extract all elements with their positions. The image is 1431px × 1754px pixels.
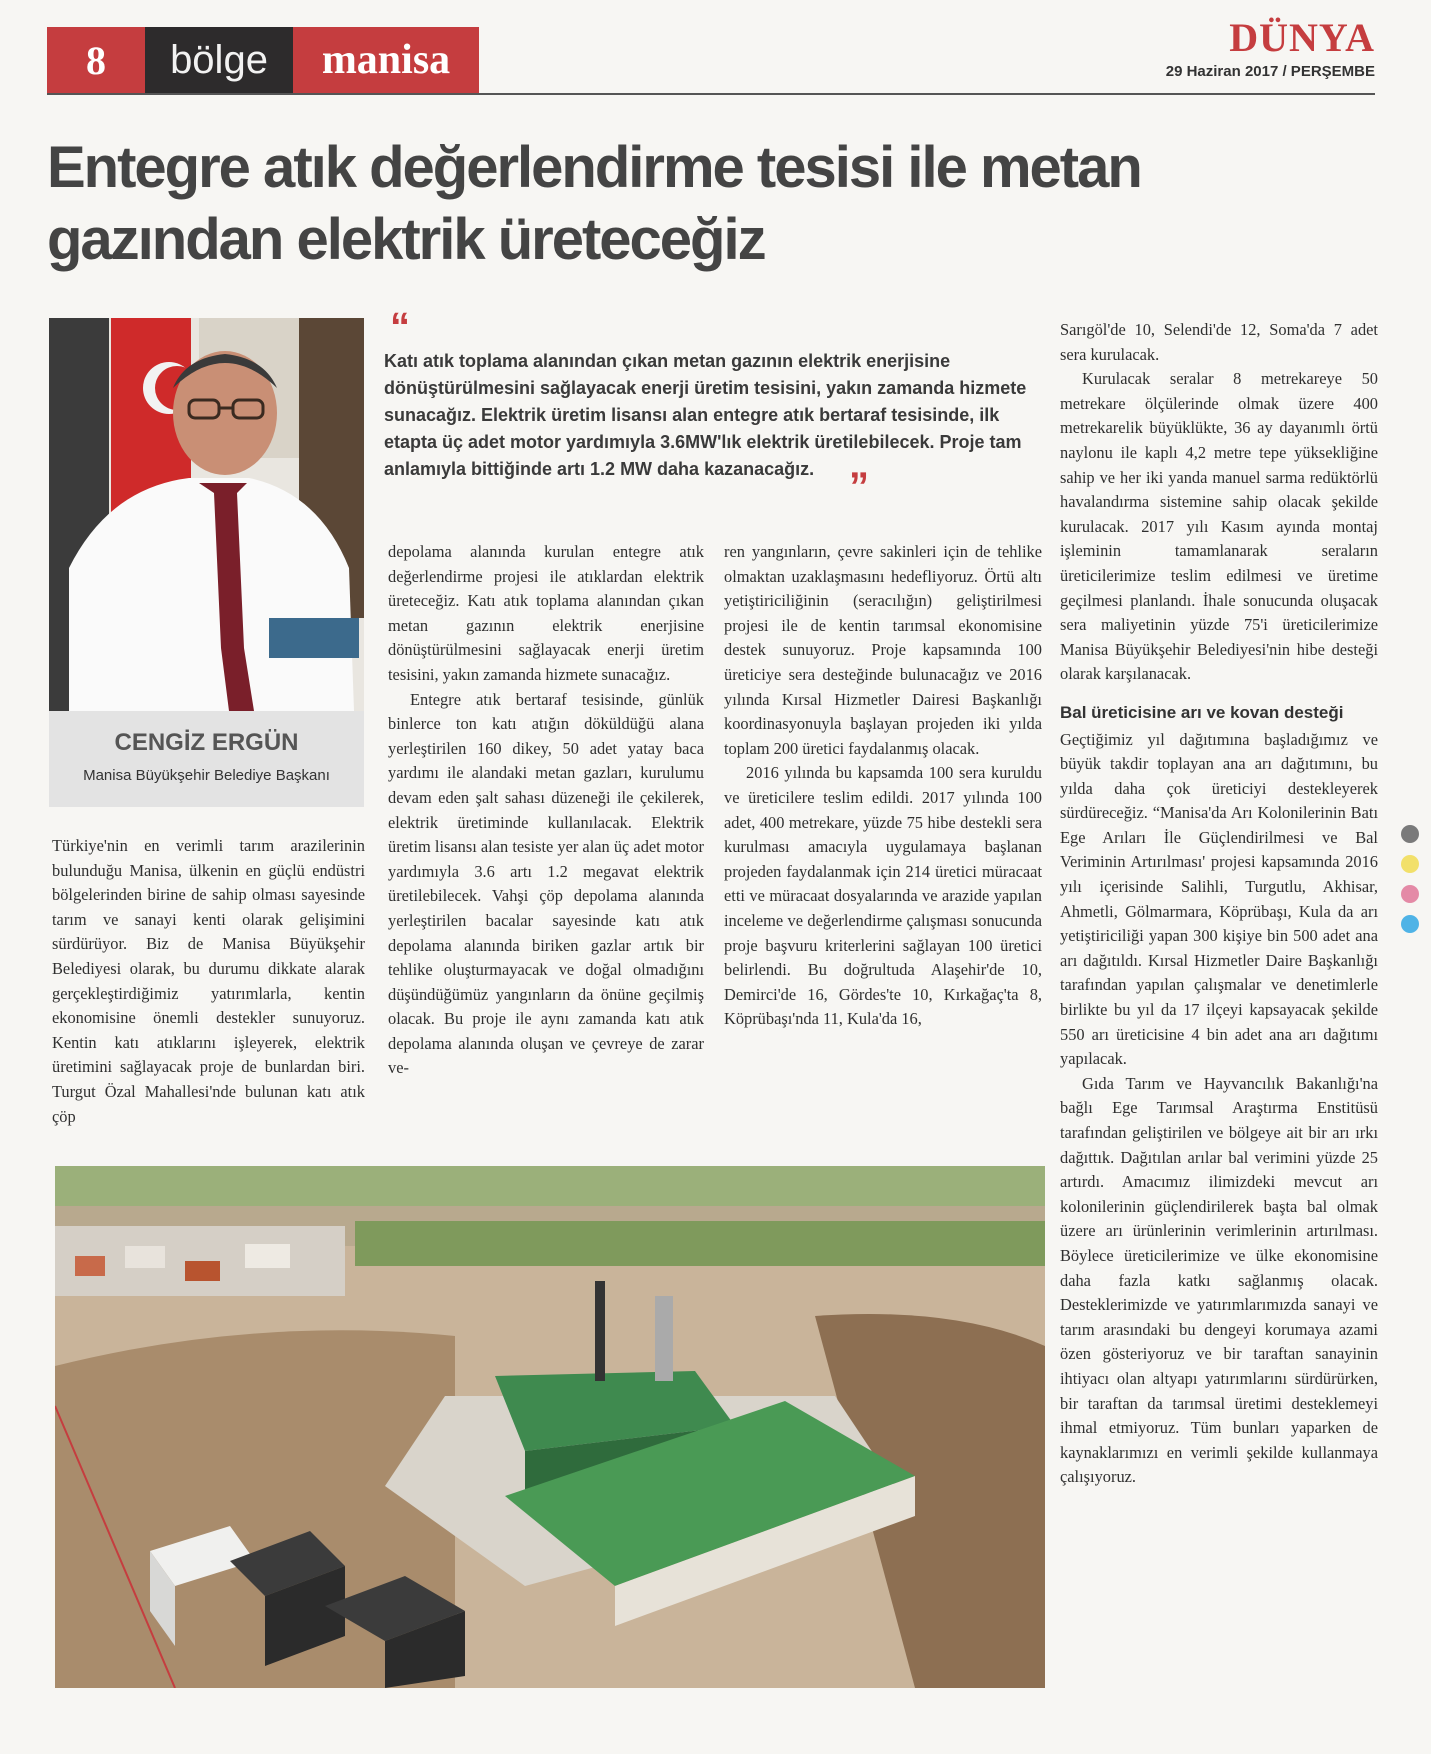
paragraph: 2016 yılında bu kapsamda 100 sera kuruldu ve üreticilere teslim edildi. 2017 yılında 100 adet, 400 metrekare, yüzde 75 hibe destekli sera kurulması amacıyla uygulamaya başlanan projeden faydalanmak için 214 üretici müracaat etti ve müracaat dosyalarında ve arazide yapılan inceleme ve değerlendirme çalışması sonucunda proje başvuru kriterlerini sağlayan 100 üretici belirlendi. Bu doğrultuda Alaşehir'de 10, Demirci'de 16, Gördes'te 10, Kırkağaç'ta 8, Köprübaşı'nda 11, Kula'da 16, <box>724 763 1042 1029</box>
quote-close-mark: ” <box>849 465 869 509</box>
paragraph: ren yangınların, çevre sakinleri için de tehlike olmaktan uzaklaşmasını hedefliyoruz. Örtü altı yetiştiriciliğinin (seracılığın) geliştirilmesi projesi ile de kentin tarımsal ekonomisine destek sunuyoruz. Proje kapsamında 100 üreticiye sera desteğinde bulunacağız ve 2016 yılında Kırsal Hizmetler Dairesi Başkanlığı koordinasyonuyla başlayan projeden iki yılda toplam 200 üretici faydalanmış olacak. <box>724 542 1042 758</box>
article-column-2 <box>388 540 704 1081</box>
print-mark-yellow <box>1401 855 1419 873</box>
quote-open-mark: “ <box>390 305 410 349</box>
newspaper-logo: DÜNYA <box>1229 15 1375 60</box>
paragraph: Türkiye'nin en verimli tarım arazilerinin bulunduğu Manisa, ülkenin en güçlü endüstri bölgelerinden birine de sahip olması sayesinde tarım ve sanayi kenti olarak gelişimini sürdürüyor. Biz de Manisa Büyükşehir Belediyesi olarak, bu durumu dikkate alarak gerçekleştirdiğimiz yatırımlarla, kentin ekonomisine önemli destekler sunuyoruz. Kentin katı atıklarını işleyerek, elektrik üretimini sağlayacak proje de bunlardan biri. Turgut Özal Mahallesi'nde bulunan katı atık çöp <box>52 836 365 1126</box>
issue-date: 29 Haziran 2017 / PERŞEMBE <box>1165 63 1375 80</box>
paragraph: Sarıgöl'de 10, Selendi'de 12, Soma'da 7 adet sera kurulacak. <box>1060 320 1378 364</box>
energy-plant-photo <box>55 1166 1045 1688</box>
section-label: bölge <box>145 27 293 93</box>
section-subhead: Bal üreticisine arı ve kovan desteği <box>1060 702 1344 722</box>
caption-name: CENGİZ ERGÜN <box>114 729 299 756</box>
article-headline: Entegre atık değerlendirme tesisi ile metan gazından elektrik üreteceğiz <box>47 135 1141 272</box>
portrait-photo <box>49 318 364 711</box>
city-label: manisa <box>293 27 479 93</box>
paragraph: Kurulacak seralar 8 metrekareye 50 metrekare ölçülerinde olmak üzere 400 metrekarelik büyüklükte, 36 ay dayanımlı örtü naylonu ile kaplı 4,2 metre tepe yüksekliğine sahip ve her iki yanda manuel sarma redüktörlü havalandırma sistemine sahip olacak şekilde kurulacak. 2017 yılı Kasım ayında montaj işleminin tamamlanarak seraların üreticilerimize teslim edilmesi ve üretime geçilmesi planlandı. İhale sonucunda oluşacak sera maliyetinin yüzde 75'i üreticilerimize Manisa Büyükşehir Belediyesi'nin hibe desteği olarak karşılanacak. <box>1060 369 1378 684</box>
photo-caption <box>49 711 364 807</box>
caption-title: Manisa Büyükşehir Belediye Başkanı <box>83 767 330 784</box>
paragraph: Entegre atık bertaraf tesisinde, günlük binlerce ton katı atığın döküldüğü alana yerleştirilen 160 dikey, 50 adet yatay baca yardımı ile alandaki metan gazları, kurulumu devam eden şalt sahası düzeneği ile çekilerek, elektrik üretiminde kullanılacak. Elektrik üretim lisansı alan tesiste yer alan üç adet motor yardımıyla 3.6 artı 1.2 megavat elektrik üretilebilecek. Vahşi çöp depolama alanında yerleştirilen bacalar sayesinde katı atık depolama alanında biriken gazlar artık bir tehlike oluşturmayacak ve doğal olmadığını düşündüğümüz yangınların da önüne geçilmiş olacak. Bu proje ile aynı zamanda katı atık depolama alanında oluşan ve çevreye de zarar ve- <box>388 689 704 1078</box>
article-column-1 <box>52 834 365 1129</box>
print-mark-grey <box>1401 825 1419 843</box>
print-mark-pink <box>1401 885 1419 903</box>
print-mark-blue <box>1401 915 1419 933</box>
paragraph: Geçtiğimiz yıl dağıtımına başladığımız ve büyük takdir toplayan ana arı dağıtımını, bu yılda daha çok üreticiyi destekleyerek sürdüreceğiz. “Manisa'da Arı Kolonilerinin Batı Ege Arıları İle Güçlendirilmesi ve Bal Veriminin Artırılması' projesi kapsamında 2016 yılı içerisinde Salihli, Turgutlu, Akhisar, Ahmetli, Gölmarmara, Köprübaşı, Kula da arı yetiştiriciliği yapan 300 kişiye bin 500 adet ana arı dağıtıldı. Kırsal Hizmetler Daire Başkanlığı tarafından yapılan çalışmalar ve denetimlerle birlikte bu yıl da 17 ilçeyi kapsayacak şekilde 550 arı üreticisine 4 bin adet ana arı dağıtımı yapılacak. <box>1060 729 1378 1069</box>
header-rule <box>47 93 1375 95</box>
article-column-4 <box>1060 318 1378 1490</box>
pull-quote: Katı atık toplama alanından çıkan metan gazının elektrik enerjisine dönüştürülmesini sağlayacak enerji üretim tesisini, yakın zamanda hizmete sunacağız. Elektrik üretim lisansı alan entegre atık bertaraf tesisinde, ilk etapta üç adet motor yardımıyla 3.6MW'lık elektrik üretilebilecek. Proje tam anlamıyla bittiğinde artı 1.2 MW daha kazanacağız. <box>384 351 1027 479</box>
article-column-3 <box>724 540 1042 1032</box>
paragraph: depolama alanında kurulan entegre atık değerlendirme projesi ile atıklardan elektrik üreteceğiz. Katı atık toplama alanından çıkan metan gazının elektrik enerjisine dönüştürülmesini sağlayacak enerji üretim tesisini, yakın zamanda hizmete sunacağız. <box>388 542 704 684</box>
page-number: 8 <box>47 27 145 93</box>
paragraph: Gıda Tarım ve Hayvancılık Bakanlığı'na bağlı Ege Tarımsal Araştırma Enstitüsü tarafından geliştirilen ve bölgeye ait bir arı ırkı dağıttık. Dağıtılan arılar bal verimini yüzde 25 artırdı. Amacımız ilimizdeki mevcut arı kolonilerinin güçlendirilerek başta bal olmak üzere arı ürünlerinin verimlerinin artırılması. Böylece üreticilerimize ve ülke ekonomisine daha fazla katkı sağlanmış olacak. Desteklerimizde ve yatırımlarımızda sanayi ve tarım arasındaki bu dengeyi korumaya azami özen gösteriyoruz ve bir taraftan sanayinin ihtiyacı olan altyapı yatırımlarını sürdürürken, bir taraftan da tarımsal üretimi desteklemeyi ihmal etmiyoruz. Tüm bunları yaparken de kaynaklarımızı en verimli şekilde kullanmaya çalışıyoruz. <box>1060 1073 1378 1487</box>
